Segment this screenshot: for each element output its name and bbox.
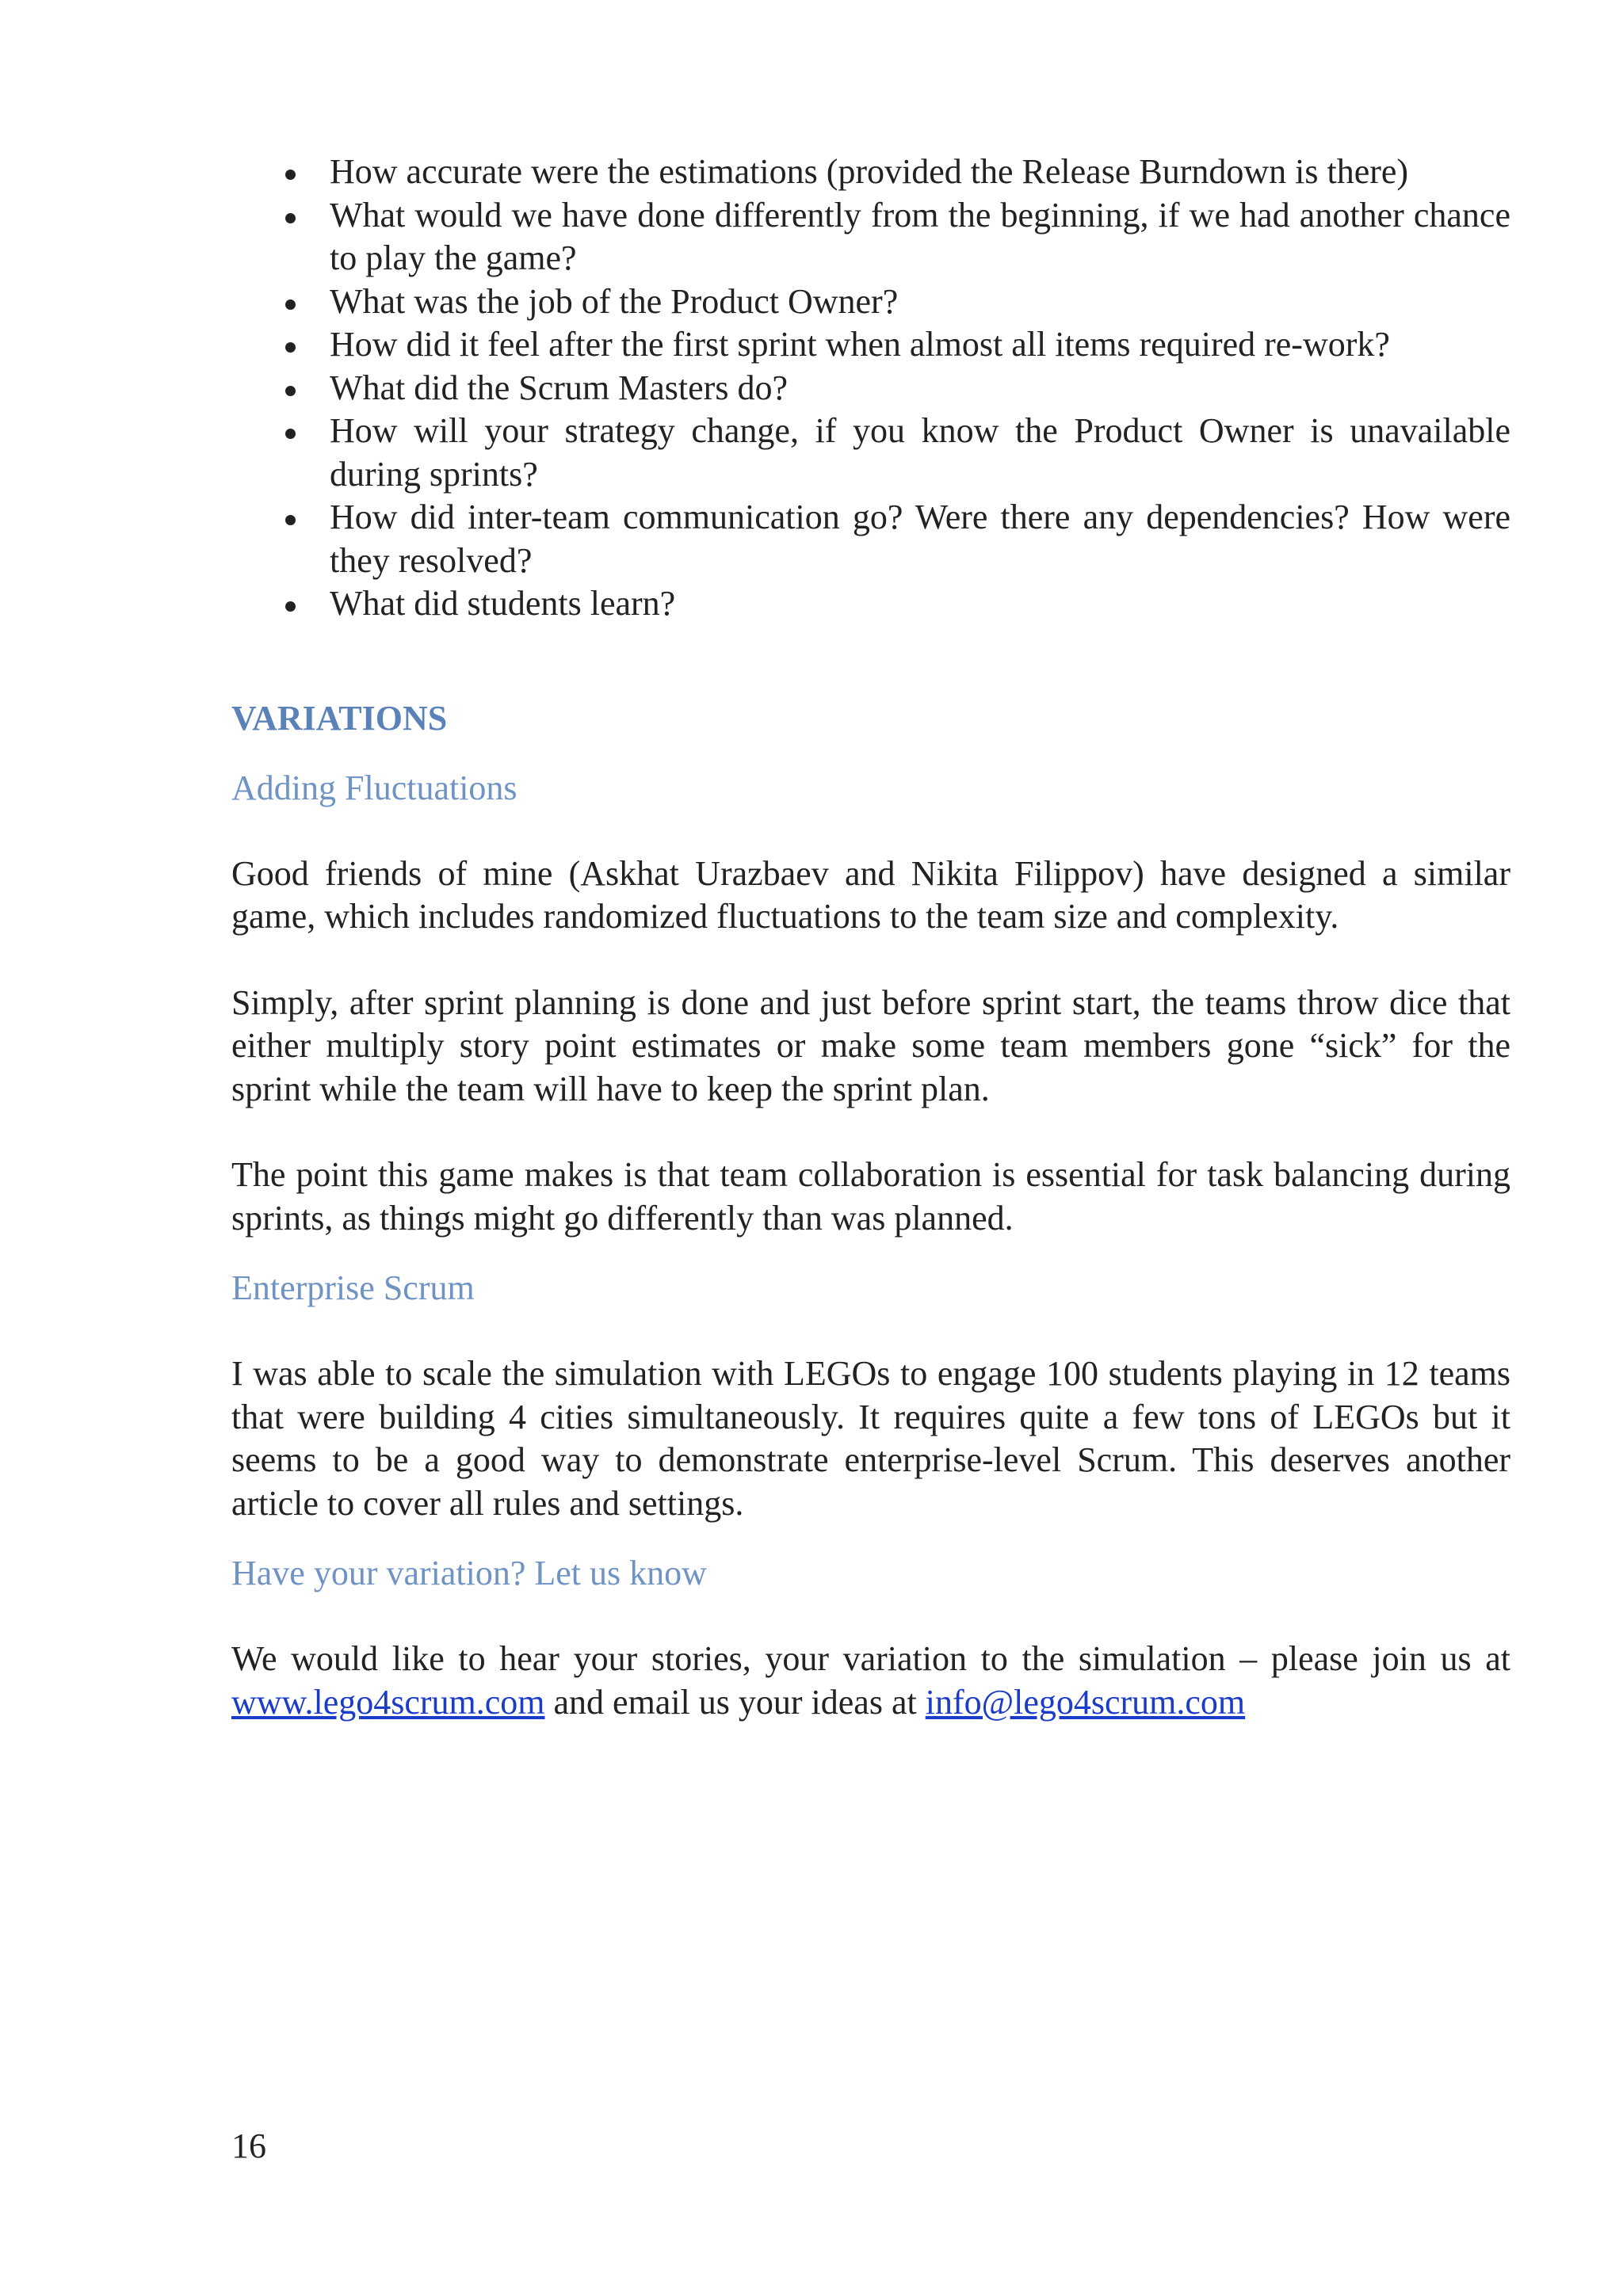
list-item-text: How did inter-team communication go? Were there any dependencies? How were they resolved? [330,498,1510,580]
email-link[interactable]: info@lego4scrum.com [925,1682,1246,1722]
document-page [231,151,1510,1724]
bullet-icon [285,429,296,439]
list-item [231,367,1510,410]
list-item-text: What would we have done differently from the beginning, if we had another chance to play the game? [330,195,1510,277]
section-title-variations: VARIATIONS [231,698,448,738]
bullet-icon [285,170,296,180]
website-link[interactable]: www.lego4scrum.com [231,1682,545,1722]
paragraph-enterprise-scrum: I was able to scale the simulation with LEGOs to engage 100 students playing in 12 teams that were building 4 cities simultaneously. It requires quite a few tons of LEGOs but it seems to be a good way to demonstrate enterprise-level Scrum. This deserves another article to cover all rules and settings. [231,1354,1510,1523]
paragraph-fluctuations-point: The point this game makes is that team collaboration is essential for task balancing during sprints, as things might go differently than was planned. [231,1155,1510,1238]
list-item [231,496,1510,582]
list-item [231,280,1510,324]
bullet-icon [285,299,296,310]
list-item [231,194,1510,280]
list-item [231,151,1510,194]
bullet-icon [285,386,296,396]
paragraph-contact [231,1638,1510,1724]
list-item-text: How accurate were the estimations (provided the Release Burndown is there) [330,152,1409,191]
bullet-icon [285,515,296,525]
bullet-icon [285,213,296,223]
list-item-text: How did it feel after the first sprint when almost all items required re-work? [330,325,1390,364]
contact-text-before: We would like to hear your stories, your variation to the simulation – please join us at [231,1639,1510,1678]
list-item [231,410,1510,496]
discussion-questions-list [231,151,1510,626]
contact-text-middle: and email us your ideas at [544,1682,926,1722]
list-item-text: How will your strategy change, if you know the Product Owner is unavailable during sprints? [330,411,1510,494]
list-item [231,323,1510,367]
subheading-enterprise-scrum: Enterprise Scrum [231,1268,475,1307]
bullet-icon [285,601,296,612]
list-item [231,582,1510,626]
paragraph-fluctuations-dice: Simply, after sprint planning is done and just before sprint start, the teams throw dice that either multiply story point estimates or make some team members gone “sick” for the sprint while the team will have to keep the sprint plan. [231,982,1510,1108]
list-item-text: What was the job of the Product Owner? [330,281,899,321]
bullet-icon [285,342,296,353]
subheading-your-variation: Have your variation? Let us know [231,1554,707,1592]
list-item-text: What did students learn? [330,584,676,623]
list-item-text: What did the Scrum Masters do? [330,368,788,407]
page-number: 16 [231,2126,266,2165]
paragraph-fluctuations-intro: Good friends of mine (Askhat Urazbaev and Nikita Filippov) have designed a similar game, which includes randomized fluctuations to the team size and complexity. [231,853,1510,936]
subheading-adding-fluctuations: Adding Fluctuations [231,768,517,807]
